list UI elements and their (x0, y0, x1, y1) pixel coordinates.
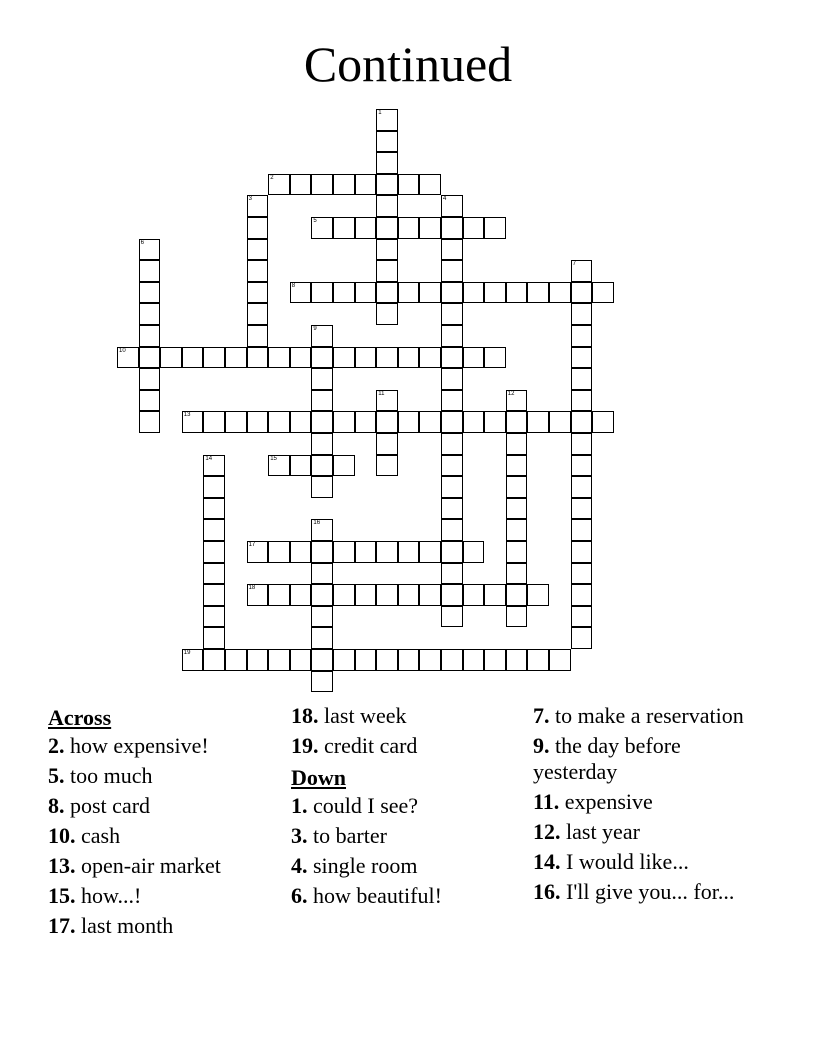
clue-number: 2. (48, 733, 65, 758)
grid-cell[interactable] (311, 368, 333, 390)
grid-cell[interactable] (398, 541, 420, 563)
grid-cell[interactable] (333, 455, 355, 477)
cell-number: 3 (248, 196, 252, 203)
clue-column-2 (291, 703, 526, 913)
grid-cell[interactable] (311, 584, 333, 606)
grid-cell[interactable] (571, 519, 593, 541)
grid-cell[interactable] (290, 541, 312, 563)
clue-across-10 (48, 823, 283, 849)
grid-cell[interactable] (311, 282, 333, 304)
clue-column-3 (533, 703, 763, 909)
grid-cell[interactable] (398, 174, 420, 196)
grid-cell[interactable] (571, 390, 593, 412)
clue-text: to barter (313, 823, 387, 848)
grid-cell[interactable] (463, 541, 485, 563)
clue-across-18 (291, 703, 526, 729)
grid-cell[interactable] (311, 671, 333, 693)
clue-text: could I see? (313, 793, 419, 818)
grid-cell[interactable] (571, 303, 593, 325)
grid-cell[interactable] (247, 303, 269, 325)
grid-cell[interactable] (441, 519, 463, 541)
grid-cell[interactable] (268, 411, 290, 433)
grid-cell[interactable] (311, 563, 333, 585)
grid-cell[interactable] (506, 411, 528, 433)
clue-text: single room (313, 853, 418, 878)
cell-number: 19 (183, 650, 191, 656)
clue-across-5 (48, 763, 283, 789)
grid-cell[interactable] (355, 584, 377, 606)
grid-cell[interactable] (484, 347, 506, 369)
grid-cell[interactable] (247, 411, 269, 433)
grid-cell[interactable] (506, 563, 528, 585)
grid-cell[interactable] (311, 325, 333, 347)
clue-number: 11. (533, 789, 560, 814)
cell-number: 11 (378, 390, 385, 397)
clue-text: how expensive! (70, 733, 209, 758)
clue-text: to make a reservation (555, 703, 744, 728)
clue-text: I'll give you... for... (566, 879, 735, 904)
grid-cell[interactable] (398, 347, 420, 369)
grid-cell[interactable] (484, 217, 506, 239)
grid-cell[interactable] (268, 649, 290, 671)
grid-cell[interactable] (311, 455, 333, 477)
grid-cell[interactable] (376, 260, 398, 282)
clue-text: how...! (81, 883, 142, 908)
grid-cell[interactable] (311, 433, 333, 455)
clue-text: too much (70, 763, 153, 788)
grid-cell[interactable] (290, 174, 312, 196)
grid-cell[interactable] (247, 649, 269, 671)
grid-cell[interactable] (441, 455, 463, 477)
cell-number: 9 (313, 326, 317, 332)
clue-number: 12. (533, 819, 561, 844)
grid-cell[interactable] (203, 606, 225, 628)
grid-cell[interactable] (527, 584, 549, 606)
grid-cell[interactable] (463, 347, 485, 369)
grid-cell[interactable] (571, 325, 593, 347)
grid-cell[interactable] (419, 282, 441, 304)
clue-text: the day before yesterday (533, 733, 681, 784)
grid-cell[interactable] (247, 584, 269, 606)
grid-cell[interactable] (571, 563, 593, 585)
grid-cell[interactable] (247, 217, 269, 239)
grid-cell[interactable] (139, 347, 161, 369)
grid-cell[interactable] (398, 282, 420, 304)
grid-cell[interactable] (247, 239, 269, 261)
clue-down-1 (291, 793, 526, 819)
grid-cell[interactable] (571, 541, 593, 563)
cell-number: 4 (443, 196, 447, 203)
clue-number: 19. (291, 733, 319, 758)
clue-text: credit card (324, 733, 418, 758)
clue-number: 13. (48, 853, 76, 878)
grid-cell[interactable] (203, 649, 225, 671)
grid-cell[interactable] (376, 347, 398, 369)
grid-cell[interactable] (376, 152, 398, 174)
grid-cell[interactable] (333, 347, 355, 369)
grid-cell[interactable] (203, 455, 225, 477)
grid-cell[interactable] (333, 584, 355, 606)
clue-number: 8. (48, 793, 65, 818)
grid-cell[interactable] (247, 282, 269, 304)
clue-down-16 (533, 879, 763, 905)
clue-number: 9. (533, 733, 550, 758)
across-heading: Across (48, 705, 112, 730)
cell-number: 10 (119, 347, 126, 354)
grid-cell[interactable] (139, 239, 161, 261)
grid-cell[interactable] (506, 498, 528, 520)
grid-cell[interactable] (268, 541, 290, 563)
grid-cell[interactable] (571, 368, 593, 390)
grid-cell[interactable] (441, 303, 463, 325)
grid-cell[interactable] (506, 606, 528, 628)
grid-cell[interactable] (333, 541, 355, 563)
grid-cell[interactable] (290, 649, 312, 671)
grid-cell[interactable] (592, 282, 614, 304)
grid-cell[interactable] (268, 347, 290, 369)
grid-cell[interactable] (506, 390, 528, 412)
grid-cell[interactable] (225, 411, 247, 433)
grid-cell[interactable] (203, 627, 225, 649)
grid-cell[interactable] (333, 174, 355, 196)
grid-cell[interactable] (203, 519, 225, 541)
down-heading: Down (291, 765, 347, 790)
grid-cell[interactable] (506, 649, 528, 671)
clue-text: how beautiful! (313, 883, 442, 908)
grid-cell[interactable] (268, 174, 290, 196)
grid-cell[interactable] (571, 584, 593, 606)
grid-cell[interactable] (571, 455, 593, 477)
grid-cell[interactable] (506, 455, 528, 477)
grid-cell[interactable] (376, 584, 398, 606)
grid-cell[interactable] (290, 282, 312, 304)
grid-cell[interactable] (506, 433, 528, 455)
grid-cell[interactable] (398, 584, 420, 606)
grid-cell[interactable] (247, 195, 269, 217)
cell-number: 1 (378, 110, 382, 116)
clue-down-3 (291, 823, 526, 849)
clue-down-14 (533, 849, 763, 875)
grid-cell[interactable] (419, 649, 441, 671)
grid-cell[interactable] (571, 282, 593, 304)
grid-cell[interactable] (463, 649, 485, 671)
grid-cell[interactable] (311, 627, 333, 649)
grid-cell[interactable] (419, 174, 441, 196)
grid-cell[interactable] (311, 649, 333, 671)
grid-cell[interactable] (203, 498, 225, 520)
grid-cell[interactable] (182, 411, 204, 433)
grid-cell[interactable] (333, 649, 355, 671)
grid-cell[interactable] (139, 325, 161, 347)
grid-cell[interactable] (398, 649, 420, 671)
grid-cell[interactable] (203, 584, 225, 606)
grid-cell[interactable] (441, 411, 463, 433)
grid-cell[interactable] (203, 541, 225, 563)
cell-number: 6 (140, 239, 144, 246)
grid-cell[interactable] (441, 498, 463, 520)
grid-cell[interactable] (139, 282, 161, 304)
clue-number: 6. (291, 883, 308, 908)
grid-cell[interactable] (139, 368, 161, 390)
clue-across-17 (48, 913, 283, 939)
grid-cell[interactable] (247, 541, 269, 563)
grid-cell[interactable] (441, 195, 463, 217)
grid-cell[interactable] (506, 282, 528, 304)
grid-cell[interactable] (549, 411, 571, 433)
grid-cell[interactable] (441, 368, 463, 390)
clue-down-7 (533, 703, 763, 729)
grid-cell[interactable] (484, 649, 506, 671)
grid-cell[interactable] (484, 282, 506, 304)
grid-cell[interactable] (268, 584, 290, 606)
cell-number: 12 (507, 390, 515, 397)
grid-cell[interactable] (419, 217, 441, 239)
clue-across-2 (48, 733, 283, 759)
grid-cell[interactable] (290, 455, 312, 477)
grid-cell[interactable] (441, 347, 463, 369)
grid-cell[interactable] (139, 390, 161, 412)
grid-cell[interactable] (376, 174, 398, 196)
clue-across-15 (48, 883, 283, 909)
grid-cell[interactable] (441, 649, 463, 671)
grid-cell[interactable] (441, 584, 463, 606)
grid-cell[interactable] (419, 584, 441, 606)
clue-across-13 (48, 853, 283, 879)
cell-number: 7 (572, 261, 576, 268)
grid-cell[interactable] (463, 282, 485, 304)
clue-down-11 (533, 789, 763, 815)
grid-cell[interactable] (203, 476, 225, 498)
grid-cell[interactable] (506, 519, 528, 541)
grid-cell[interactable] (484, 584, 506, 606)
cell-number: 8 (291, 282, 296, 289)
grid-cell[interactable] (311, 411, 333, 433)
grid-cell[interactable] (203, 347, 225, 369)
grid-cell[interactable] (463, 411, 485, 433)
clue-text: last year (566, 819, 640, 844)
grid-cell[interactable] (247, 347, 269, 369)
grid-cell[interactable] (376, 303, 398, 325)
grid-cell[interactable] (225, 649, 247, 671)
grid-cell[interactable] (549, 649, 571, 671)
grid-cell[interactable] (182, 649, 204, 671)
grid-cell[interactable] (311, 390, 333, 412)
grid-cell[interactable] (571, 627, 593, 649)
grid-cell[interactable] (333, 411, 355, 433)
cell-number: 16 (313, 520, 321, 527)
grid-cell[interactable] (441, 217, 463, 239)
clue-text: cash (81, 823, 121, 848)
clue-text: last week (324, 703, 407, 728)
grid-cell[interactable] (419, 541, 441, 563)
grid-cell[interactable] (376, 131, 398, 153)
grid-cell[interactable] (419, 411, 441, 433)
grid-cell[interactable] (571, 498, 593, 520)
grid-cell[interactable] (376, 455, 398, 477)
grid-cell[interactable] (355, 282, 377, 304)
clue-across-8 (48, 793, 283, 819)
cell-number: 18 (248, 585, 256, 592)
grid-cell[interactable] (376, 433, 398, 455)
grid-cell[interactable] (160, 347, 182, 369)
grid-cell[interactable] (311, 347, 333, 369)
grid-cell[interactable] (376, 239, 398, 261)
grid-cell[interactable] (290, 584, 312, 606)
cell-number: 14 (205, 455, 213, 462)
clue-down-4 (291, 853, 526, 879)
clue-column-1 (48, 703, 283, 943)
grid-cell[interactable] (441, 476, 463, 498)
grid-cell[interactable] (247, 325, 269, 347)
grid-cell[interactable] (376, 195, 398, 217)
grid-cell[interactable] (441, 260, 463, 282)
clue-text: post card (70, 793, 151, 818)
cell-number: 2 (270, 174, 274, 181)
grid-cell[interactable] (182, 347, 204, 369)
grid-cell[interactable] (376, 411, 398, 433)
clue-down-6 (291, 883, 526, 909)
grid-cell[interactable] (441, 606, 463, 628)
grid-cell[interactable] (527, 411, 549, 433)
grid-cell[interactable] (139, 303, 161, 325)
grid-cell[interactable] (376, 541, 398, 563)
clue-down-9 (533, 733, 763, 785)
grid-cell[interactable] (139, 260, 161, 282)
grid-cell[interactable] (376, 649, 398, 671)
grid-cell[interactable] (355, 541, 377, 563)
grid-cell[interactable] (333, 282, 355, 304)
grid-cell[interactable] (290, 347, 312, 369)
grid-cell[interactable] (527, 649, 549, 671)
grid-cell[interactable] (484, 411, 506, 433)
grid-cell[interactable] (203, 411, 225, 433)
grid-cell[interactable] (355, 347, 377, 369)
grid-cell[interactable] (311, 606, 333, 628)
puzzle-title: Continued (303, 36, 513, 92)
cell-number: 17 (248, 542, 256, 548)
grid-cell[interactable] (463, 584, 485, 606)
clue-number: 18. (291, 703, 319, 728)
grid-cell[interactable] (398, 411, 420, 433)
grid-cell[interactable] (506, 584, 528, 606)
clue-number: 5. (48, 763, 65, 788)
grid-cell[interactable] (506, 541, 528, 563)
grid-cell[interactable] (203, 563, 225, 585)
grid-cell[interactable] (355, 649, 377, 671)
grid-cell[interactable] (506, 476, 528, 498)
grid-cell[interactable] (571, 260, 593, 282)
grid-cell[interactable] (441, 239, 463, 261)
clue-number: 7. (533, 703, 550, 728)
grid-cell[interactable] (333, 217, 355, 239)
grid-cell[interactable] (441, 390, 463, 412)
grid-cell[interactable] (463, 217, 485, 239)
grid-cell[interactable] (571, 347, 593, 369)
grid-cell[interactable] (247, 260, 269, 282)
grid-cell[interactable] (355, 411, 377, 433)
clue-text: open-air market (81, 853, 221, 878)
grid-cell[interactable] (571, 433, 593, 455)
grid-cell[interactable] (376, 217, 398, 239)
cell-number: 13 (183, 412, 191, 419)
clue-number: 3. (291, 823, 308, 848)
grid-cell[interactable] (376, 109, 398, 131)
grid-cell[interactable] (355, 174, 377, 196)
grid-cell[interactable] (571, 606, 593, 628)
clue-text: expensive (564, 789, 653, 814)
grid-cell[interactable] (311, 217, 333, 239)
clue-number: 16. (533, 879, 561, 904)
grid-cell[interactable] (376, 390, 398, 412)
grid-cell[interactable] (268, 455, 290, 477)
cell-number: 5 (313, 218, 317, 224)
clue-number: 1. (291, 793, 308, 818)
grid-cell[interactable] (290, 411, 312, 433)
grid-cell[interactable] (592, 411, 614, 433)
clue-number: 14. (533, 849, 561, 874)
clue-text: I would like... (566, 849, 689, 874)
grid-cell[interactable] (441, 563, 463, 585)
grid-cell[interactable] (441, 282, 463, 304)
clue-number: 15. (48, 883, 76, 908)
grid-cell[interactable] (549, 282, 571, 304)
grid-cell[interactable] (441, 541, 463, 563)
grid-cell[interactable] (311, 476, 333, 498)
grid-cell[interactable] (571, 476, 593, 498)
clue-number: 4. (291, 853, 308, 878)
clue-across-19 (291, 733, 526, 759)
clue-number: 10. (48, 823, 76, 848)
grid-cell[interactable] (117, 347, 139, 369)
clue-text: last month (81, 913, 174, 938)
cell-number: 15 (270, 455, 277, 462)
grid-cell[interactable] (376, 282, 398, 304)
grid-cell[interactable] (527, 282, 549, 304)
grid-cell[interactable] (571, 411, 593, 433)
grid-cell[interactable] (311, 174, 333, 196)
clue-number: 17. (48, 913, 76, 938)
grid-cell[interactable] (441, 433, 463, 455)
grid-cell[interactable] (311, 519, 333, 541)
grid-cell[interactable] (225, 347, 247, 369)
grid-cell[interactable] (355, 217, 377, 239)
grid-cell[interactable] (419, 347, 441, 369)
grid-cell[interactable] (441, 325, 463, 347)
grid-cell[interactable] (311, 541, 333, 563)
grid-cell[interactable] (398, 217, 420, 239)
clue-down-12 (533, 819, 763, 845)
grid-cell[interactable] (139, 411, 161, 433)
